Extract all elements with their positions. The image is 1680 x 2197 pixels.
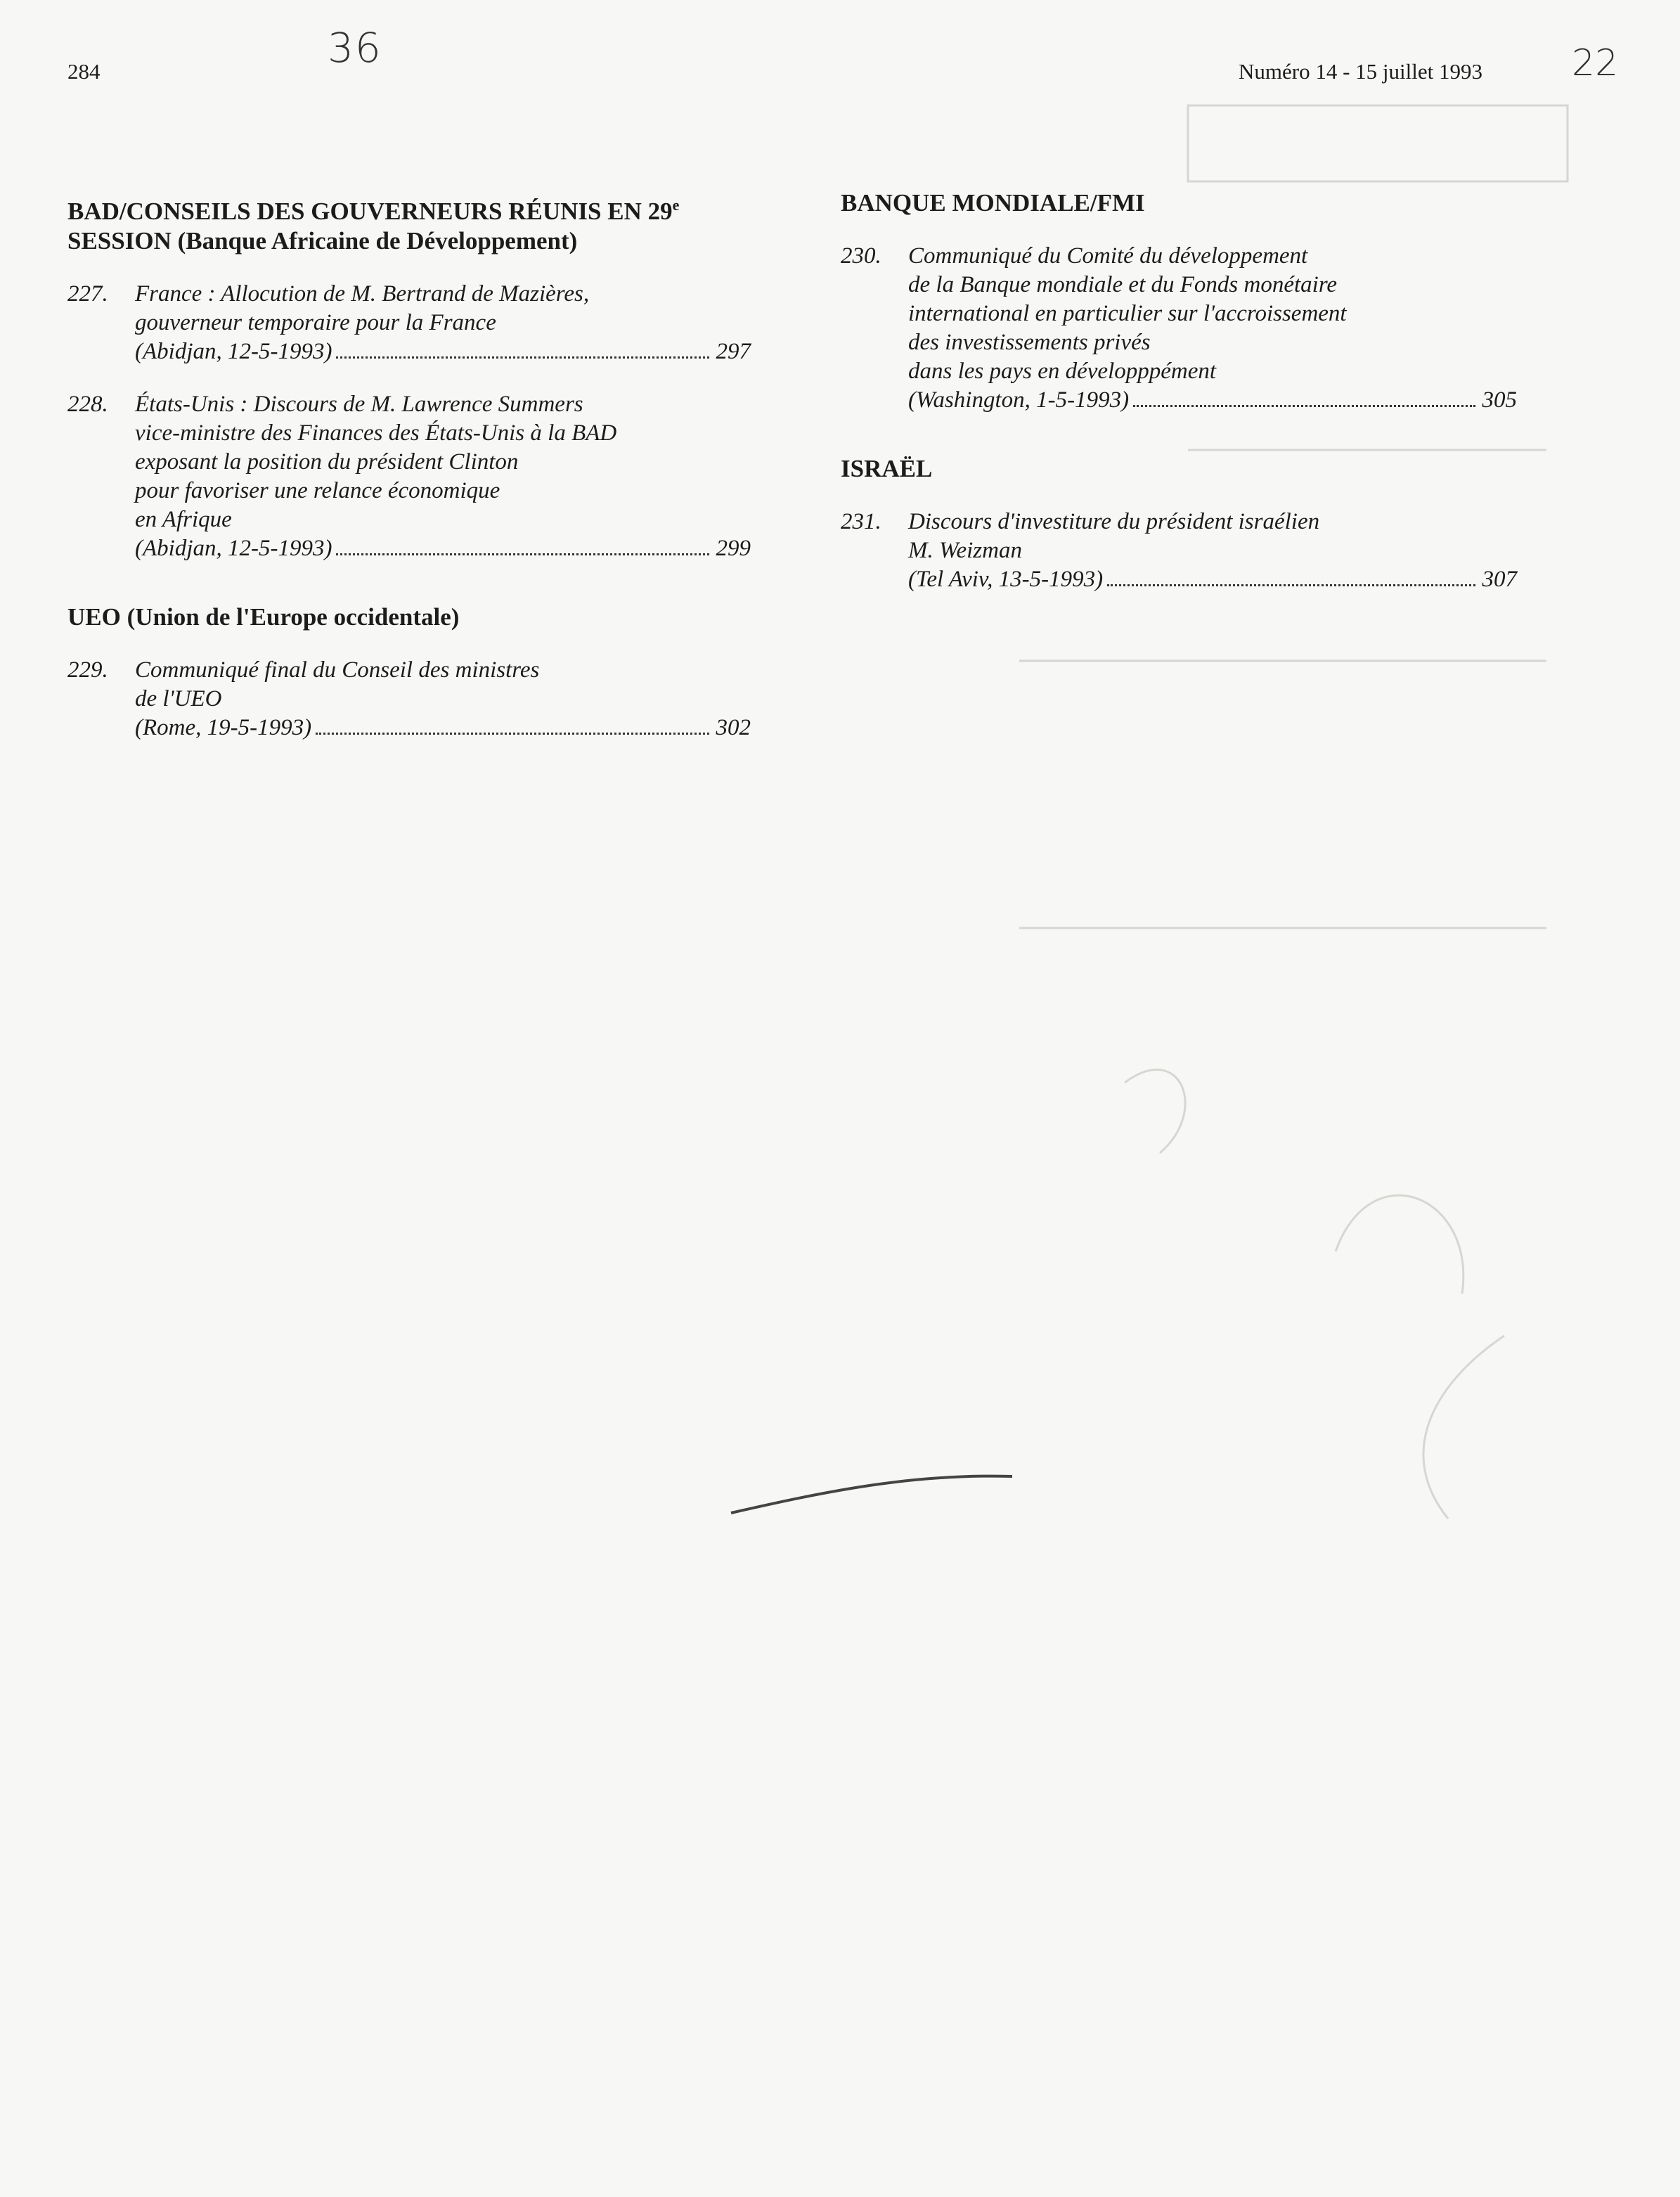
dot-leader — [1133, 405, 1475, 407]
toc-entry — [67, 280, 751, 366]
entry-title-line: France : Allocution de M. Bertrand de Mazières, — [135, 281, 590, 307]
left-column — [67, 197, 751, 742]
entry-citation: (Abidjan, 12-5-1993) — [135, 536, 332, 561]
entry-citation: (Rome, 19-5-1993) — [135, 715, 312, 740]
entry-number: 230. — [841, 243, 881, 269]
section-heading-ueo: UEO (Union de l'Europe occidentale) — [67, 603, 460, 631]
entry-title-line: pour favoriser une relance économique — [135, 478, 500, 503]
entry-title-line: Communiqué final du Conseil des ministres — [135, 657, 540, 683]
entry-title-line: États-Unis : Discours de M. Lawrence Summers — [135, 392, 583, 417]
entry-title-line: des investissements privés — [908, 330, 1151, 355]
entry-title-line: gouverneur temporaire pour la France — [135, 310, 496, 335]
handwritten-annotation-right: 22 — [1572, 42, 1619, 84]
section-heading-banque-mondiale: BANQUE MONDIALE/FMI — [841, 189, 1145, 217]
entry-citation: (Abidjan, 12-5-1993) — [135, 339, 332, 364]
handwritten-annotation-left: 36 — [328, 24, 382, 72]
entry-page: 302 — [716, 715, 751, 740]
entry-page: 299 — [716, 536, 751, 561]
right-column — [841, 188, 1517, 594]
dot-leader — [316, 733, 709, 735]
entry-title-line: en Afrique — [135, 507, 232, 532]
entry-title-line: Communiqué du Comité du développement — [908, 243, 1308, 269]
toc-entry — [841, 508, 1517, 594]
entry-title-line: Discours d'investiture du président israélien — [908, 509, 1320, 534]
entry-number: 228. — [67, 392, 108, 417]
entry-citation: (Washington, 1-5-1993) — [908, 387, 1130, 413]
entry-number: 229. — [67, 657, 108, 683]
entry-number: 227. — [67, 281, 108, 307]
dot-leader — [336, 356, 709, 359]
entry-title-line: exposant la position du président Clinton — [135, 449, 519, 475]
issue-date: Numéro 14 - 15 juillet 1993 — [1239, 59, 1482, 84]
dot-leader — [1107, 584, 1475, 586]
dot-leader — [336, 553, 709, 555]
entry-title-line: dans les pays en développpément — [908, 359, 1217, 384]
entry-page: 307 — [1482, 567, 1517, 592]
page-number: 284 — [67, 59, 101, 84]
entry-page: 305 — [1482, 387, 1517, 413]
entry-page: 297 — [716, 339, 751, 364]
entry-title-line: vice-ministre des Finances des États-Unis à la BAD — [135, 420, 617, 446]
section-heading-bad: BAD/CONSEILS DES GOUVERNEURS RÉUNIS EN 29e SESSION (Banque Africaine de Développement) — [67, 196, 680, 255]
entry-title-line: M. Weizman — [908, 538, 1022, 563]
entry-title-line: de l'UEO — [135, 686, 222, 711]
entry-title-line: de la Banque mondiale et du Fonds monétaire — [908, 272, 1338, 297]
section-heading-israel: ISRAËL — [841, 455, 933, 482]
toc-entry — [67, 390, 751, 563]
entry-title-line: international en particulier sur l'accroissement — [908, 301, 1347, 326]
entry-number: 231. — [841, 509, 881, 534]
entry-citation: (Tel Aviv, 13-5-1993) — [908, 567, 1104, 592]
toc-entry — [67, 656, 751, 742]
toc-entry — [841, 242, 1517, 415]
